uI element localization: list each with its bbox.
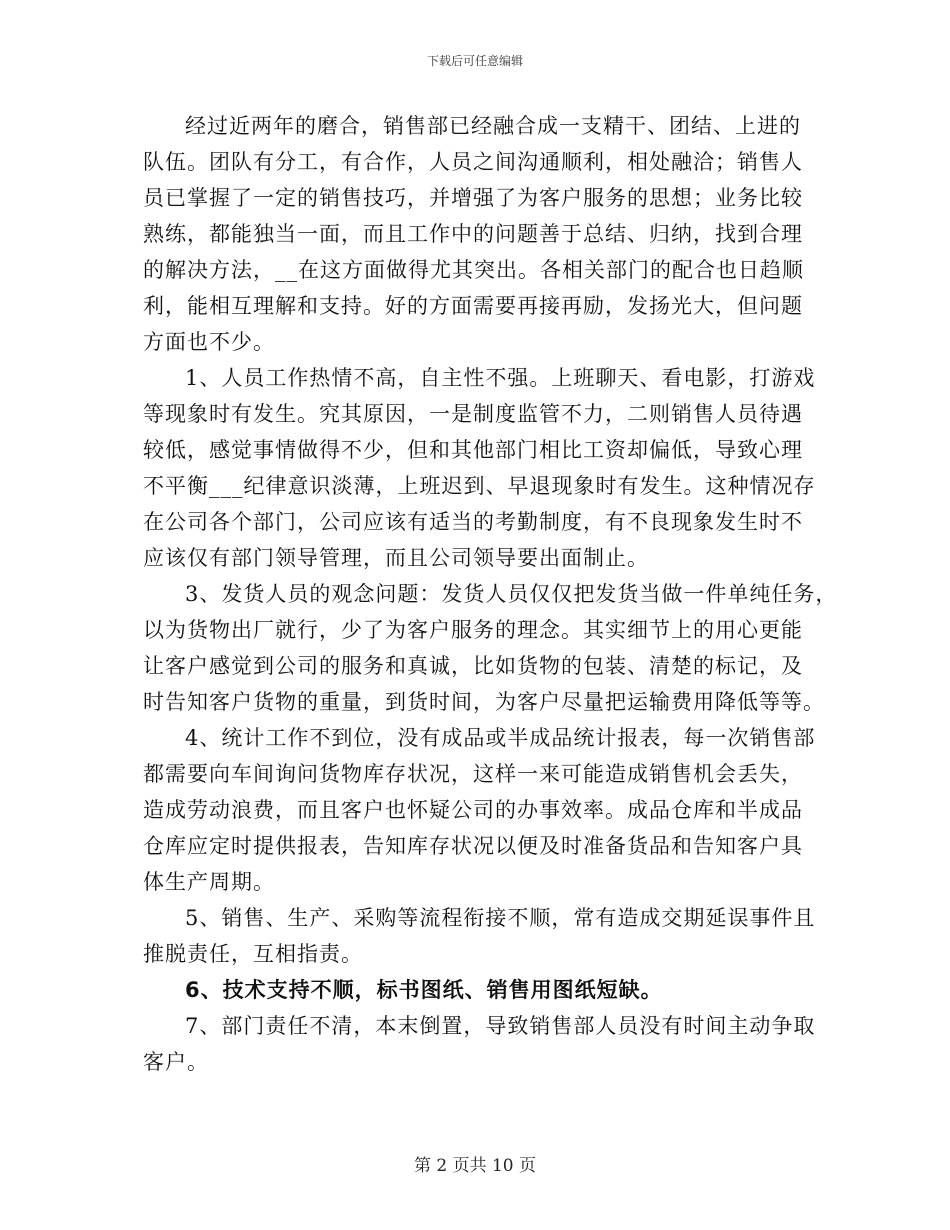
- text-line: 体生产周期。: [143, 870, 275, 894]
- page-footer: 第 2 页共 10 页: [413, 1156, 537, 1176]
- paragraph-item-6: [143, 972, 823, 1008]
- paragraph-item-7: [143, 1008, 823, 1080]
- text-line: 1、人员工作热情不高，自主性不强。上班聊天、看电影，打游戏: [185, 366, 816, 390]
- text-line: 的解决方法，__在这方面做得尤其突出。各相关部门的配合也日趋顺: [143, 258, 804, 282]
- text-line: 不平衡___纪律意识淡薄，上班迟到、早退现象时有发生。这种情况存: [143, 474, 816, 498]
- text-line: 较低，感觉事情做得不少，但和其他部门相比工资却偏低，导致心理: [143, 438, 803, 462]
- text-line: 利，能相互理解和支持。好的方面需要再接再励，发扬光大，但问题: [143, 294, 803, 318]
- text-line: 推脱责任，互相指责。: [143, 942, 363, 966]
- paragraph-item-1: [143, 360, 823, 576]
- text-line: 经过近两年的磨合，销售部已经融合成一支精干、团结、上进的: [185, 114, 801, 138]
- text-line: 以为货物出厂就行，少了为客户服务的理念。其实细节上的用心更能: [143, 618, 803, 642]
- text-line: 让客户感觉到公司的服务和真诚，比如货物的包装、清楚的标记，及: [143, 654, 803, 678]
- text-line: 熟练，都能独当一面，而且工作中的问题善于总结、归纳，找到合理: [143, 222, 803, 246]
- text-line: 6、技术支持不顺，标书图纸、销售用图纸短缺。: [185, 978, 663, 1002]
- document-body: [143, 108, 838, 1080]
- text-line: 4、统计工作不到位，没有成品或半成品统计报表，每一次销售部: [185, 726, 816, 750]
- paragraph-team-summary: [143, 108, 823, 360]
- text-line: 时告知客户货物的重量，到货时间，为客户尽量把运输费用降低等等。: [143, 690, 825, 714]
- text-line: 3、发货人员的观念问题：发货人员仅仅把发货当做一件单纯任务，: [185, 582, 838, 606]
- text-line: 方面也不少。: [143, 330, 275, 354]
- paragraph-item-4: [143, 720, 823, 900]
- text-line: 5、销售、生产、采购等流程衔接不顺，常有造成交期延误事件且: [185, 906, 816, 930]
- text-line: 造成劳动浪费，而且客户也怀疑公司的办事效率。成品仓库和半成品: [143, 798, 803, 822]
- paragraph-item-3: [143, 576, 838, 720]
- paragraph-item-5: [143, 900, 823, 972]
- text-line: 仓库应定时提供报表，告知库存状况以便及时准备货品和告知客户具: [143, 834, 803, 858]
- text-line: 客户。: [143, 1050, 209, 1074]
- page-header: 下载后可任意编辑: [426, 54, 523, 68]
- text-line: 员已掌握了一定的销售技巧，并增强了为客户服务的思想；业务比较: [143, 186, 803, 210]
- text-line: 等现象时有发生。究其原因，一是制度监管不力，二则销售人员待遇: [143, 402, 803, 426]
- text-line: 都需要向车间询问货物库存状况，这样一来可能造成销售机会丢失，: [143, 762, 803, 786]
- text-line: 应该仅有部门领导管理，而且公司领导要出面制止。: [143, 546, 649, 570]
- text-line: 7、部门责任不清，本末倒置，导致销售部人员没有时间主动争取: [185, 1014, 816, 1038]
- text-line: 队伍。团队有分工，有合作，人员之间沟通顺利，相处融洽；销售人: [143, 150, 803, 174]
- text-line: 在公司各个部门，公司应该有适当的考勤制度，有不良现象发生时不: [143, 510, 803, 534]
